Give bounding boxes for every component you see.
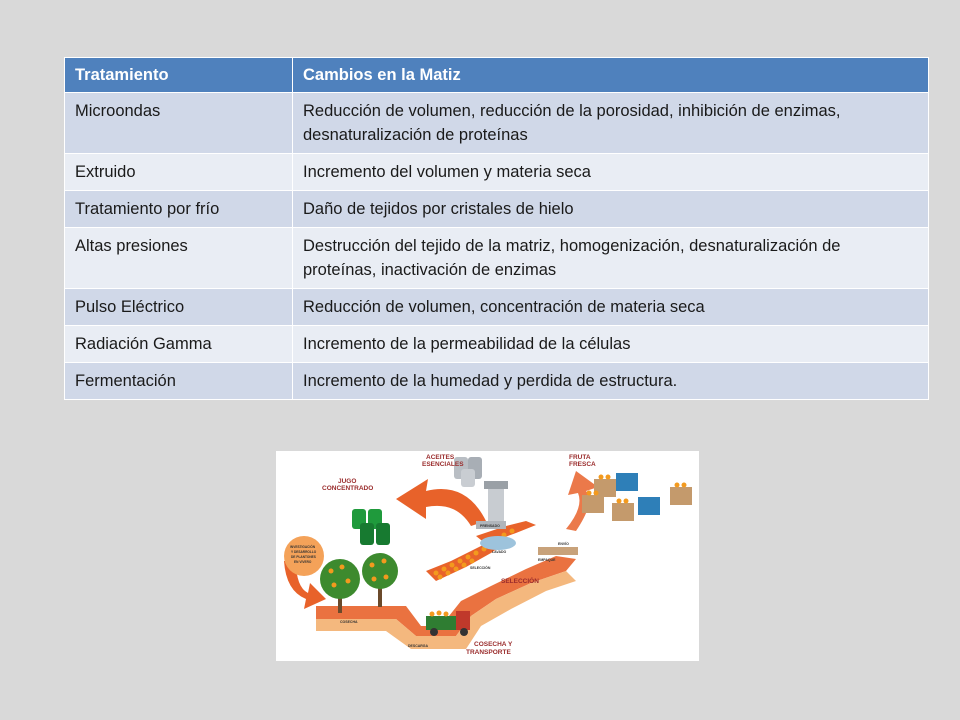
packing-table <box>538 547 578 555</box>
label-cosecha-1: COSECHA Y <box>474 641 513 648</box>
label-prensado: PRENSADO <box>480 524 500 528</box>
juice-barrels <box>352 509 390 545</box>
label-investigacion-4: EN VIVERO <box>294 560 312 564</box>
cell-changes: Destrucción del tejido de la matriz, homogenización, desnaturalización de proteínas, inactivación de enzimas <box>293 228 929 289</box>
cell-changes: Reducción de volumen, concentración de materia seca <box>293 289 929 326</box>
cell-treatment: Pulso Eléctrico <box>65 289 293 326</box>
label-cosecha-2: TRANSPORTE <box>466 649 511 656</box>
label-seleccion-small: SELECCIÓN <box>470 566 491 570</box>
table-row <box>65 228 929 289</box>
header-cambios: Cambios en la Matiz <box>293 58 929 93</box>
table-row <box>65 326 929 363</box>
cell-changes: Incremento de la humedad y perdida de estructura. <box>293 363 929 400</box>
table-row <box>65 154 929 191</box>
cell-treatment: Fermentación <box>65 363 293 400</box>
header-tratamiento: Tratamiento <box>65 58 293 93</box>
label-empaque: EMPAQUE <box>538 558 556 562</box>
table-row <box>65 363 929 400</box>
label-fruta-1: FRUTA <box>569 454 591 461</box>
label-aceites-2: ESENCIALES <box>422 461 464 468</box>
cell-treatment: Radiación Gamma <box>65 326 293 363</box>
cell-treatment: Altas presiones <box>65 228 293 289</box>
fruit-boxes <box>582 473 692 521</box>
cell-changes: Incremento del volumen y materia seca <box>293 154 929 191</box>
label-fruta-2: FRESCA <box>569 461 596 468</box>
label-aceites-1: ACEITES <box>426 454 455 461</box>
label-investigacion-1: INVESTIGACIÓN <box>290 545 316 549</box>
treatment-table <box>64 57 929 400</box>
label-cosecha-small: COSECHA <box>340 620 358 624</box>
cell-changes: Daño de tejidos por cristales de hielo <box>293 191 929 228</box>
cell-treatment: Tratamiento por frío <box>65 191 293 228</box>
label-jugo-2: CONCENTRADO <box>322 485 374 492</box>
label-jugo-1: JUGO <box>338 478 357 485</box>
label-seleccion: SELECCIÓN <box>501 578 539 585</box>
label-envio: ENVÍO <box>558 542 569 546</box>
citrus-process-illustration <box>276 451 699 661</box>
label-investigacion-3: DE PLANTONES <box>291 555 316 559</box>
orange-trees <box>320 553 398 613</box>
label-investigacion-2: Y DESARROLLO <box>291 550 317 554</box>
press-machine <box>476 481 508 529</box>
cell-treatment: Microondas <box>65 93 293 154</box>
cell-changes: Incremento de la permeabilidad de la células <box>293 326 929 363</box>
table-row <box>65 289 929 326</box>
label-lavado: LAVADO <box>492 550 507 554</box>
table-row <box>65 191 929 228</box>
cell-treatment: Extruido <box>65 154 293 191</box>
table-row <box>65 93 929 154</box>
washing-tank <box>480 536 516 550</box>
cell-changes: Reducción de volumen, reducción de la porosidad, inhibición de enzimas, desnaturalización de proteínas <box>293 93 929 154</box>
label-descarga: DESCARGA <box>408 644 429 648</box>
process-diagram-svg <box>276 451 699 661</box>
table-header-row <box>65 58 929 93</box>
